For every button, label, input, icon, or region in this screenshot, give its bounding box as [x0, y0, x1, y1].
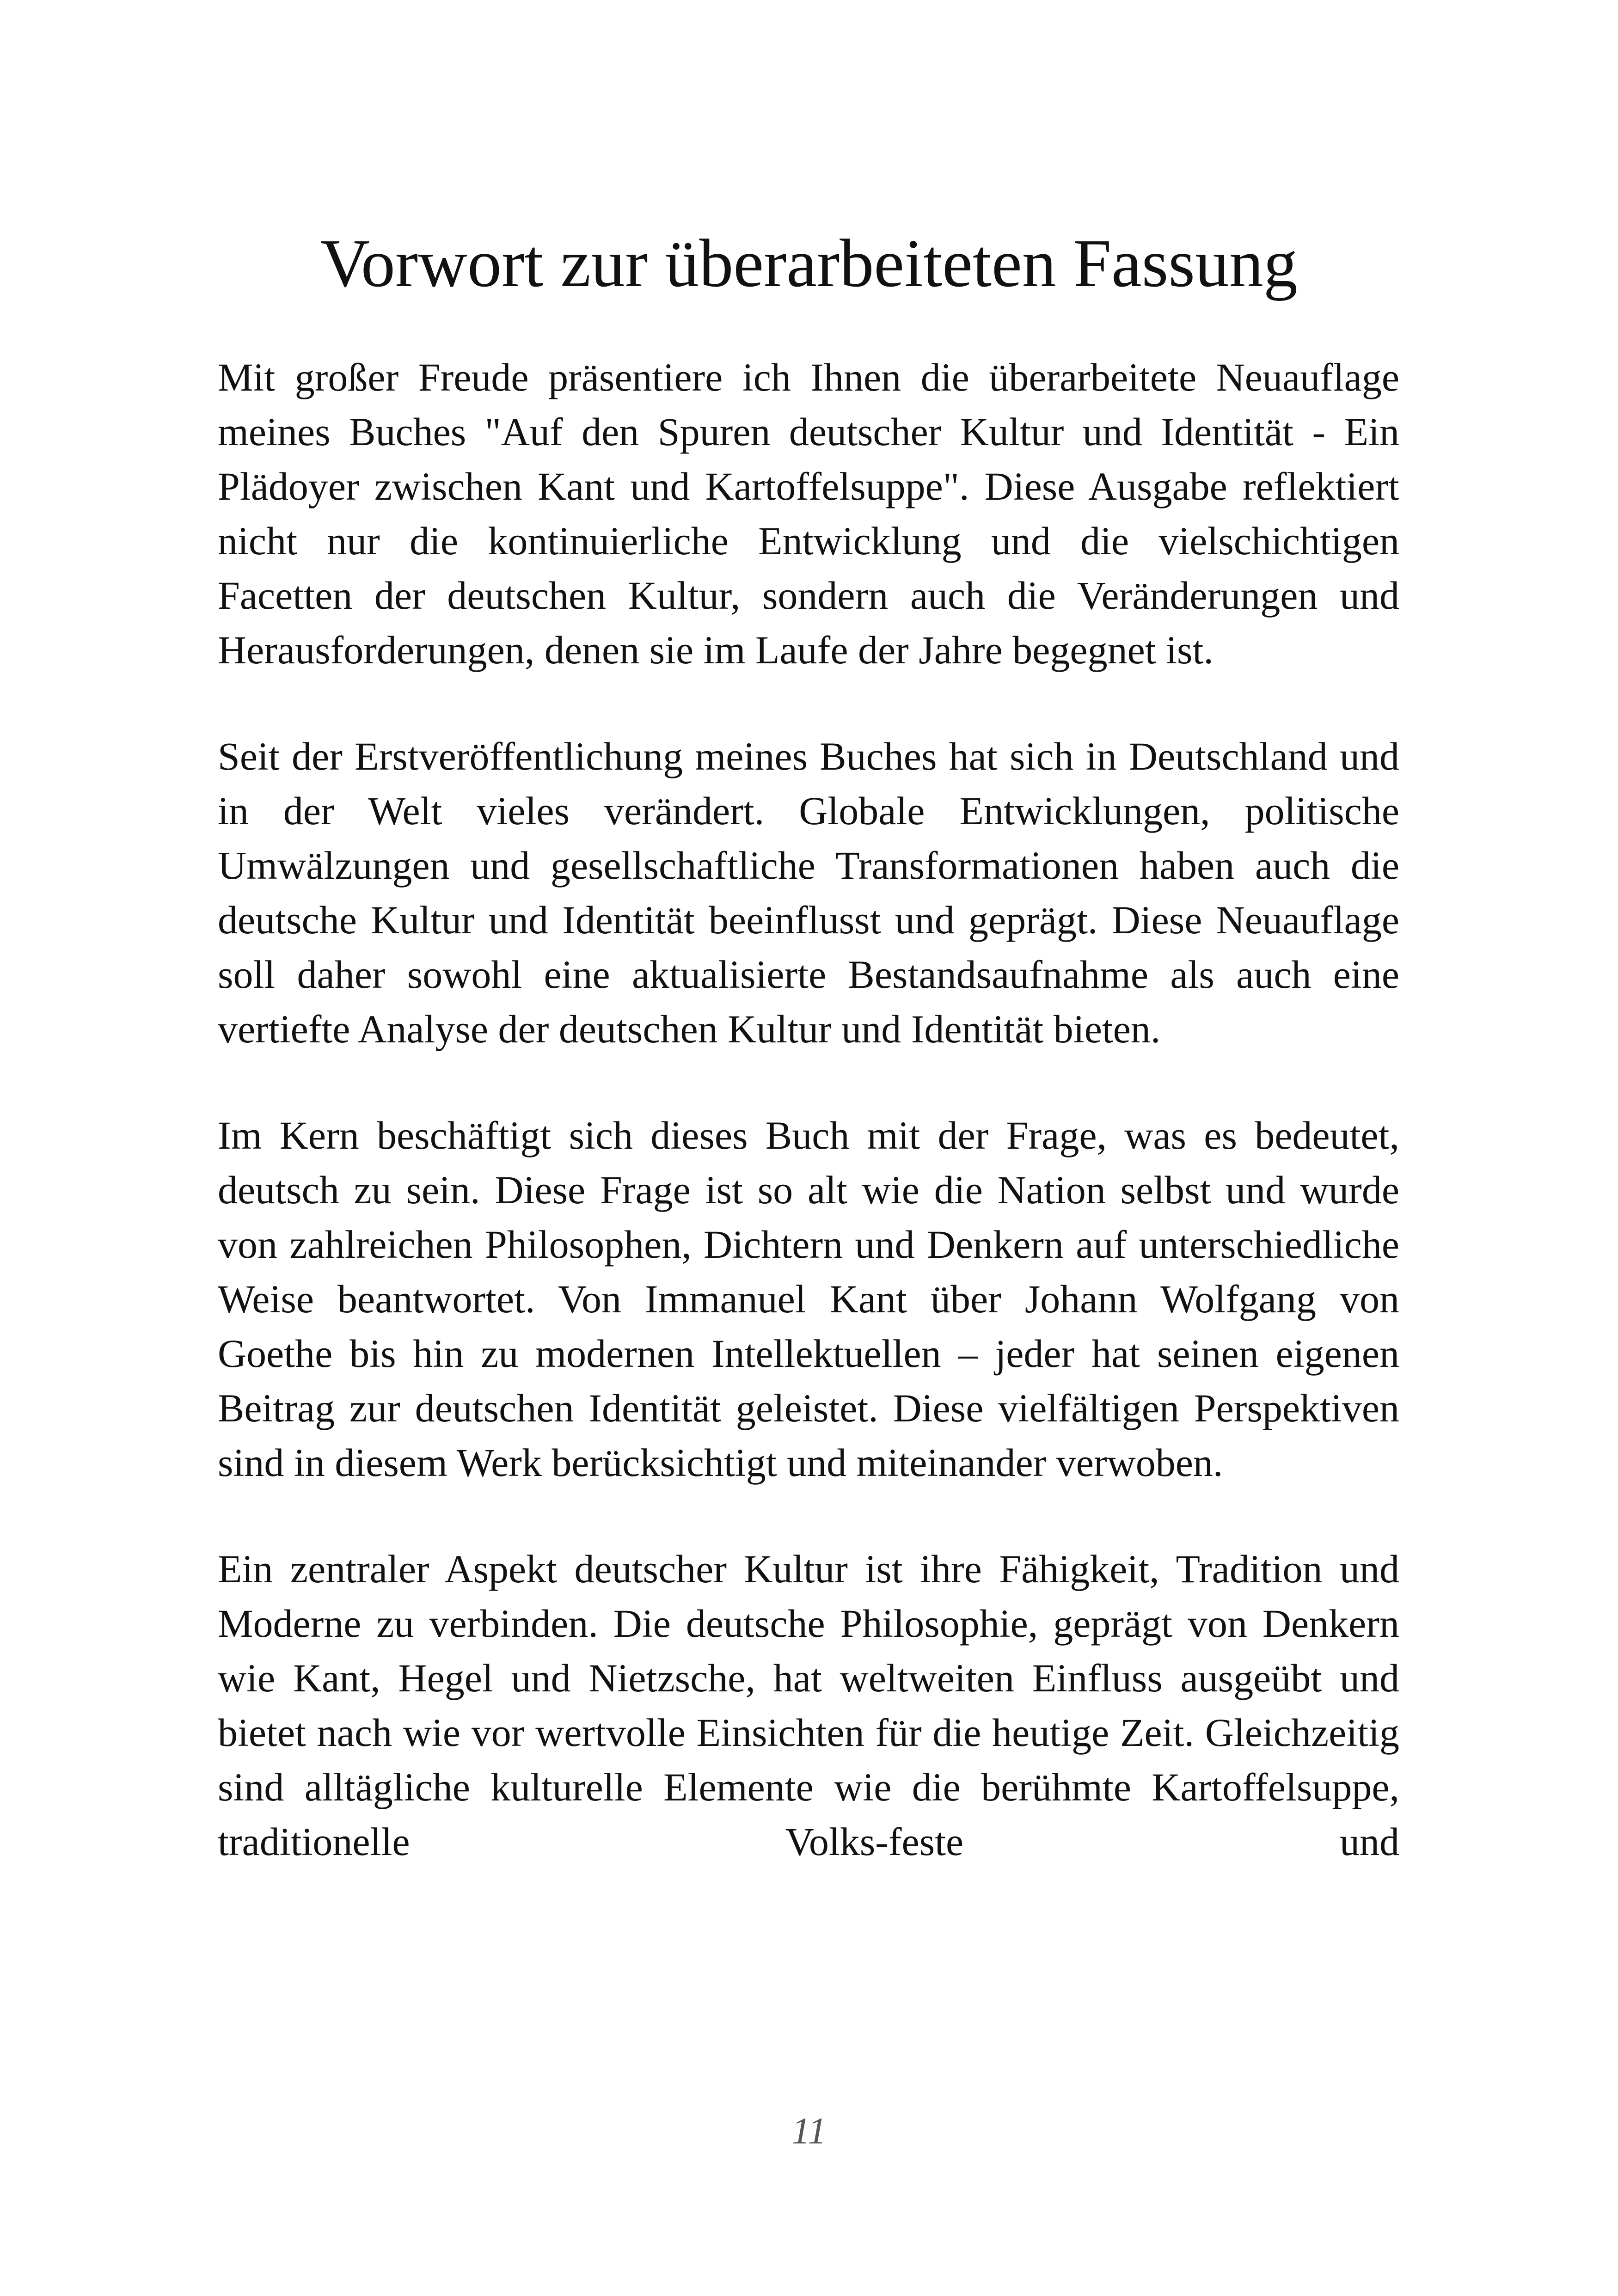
- paragraph-2: Seit der Erstveröffentlichung meines Buches hat sich in Deutschland und in der Welt vieles verändert. Globale Entwicklungen, politische Umwälzungen und gesellschaftliche Transformationen haben auch die deutsche Kultur und Identität beeinflusst und geprägt. Diese Neuauflage soll daher sowohl eine aktualisierte Bestandsaufnahme als auch eine vertiefte Analyse der deutschen Kultur und Identität bieten.: [218, 734, 1399, 1051]
- page-number: 11: [791, 2110, 827, 2152]
- chapter-title: Vorwort zur überarbeiteten Fassung: [320, 226, 1298, 301]
- paragraph-1: Mit großer Freude präsentiere ich Ihnen die überarbeitete Neuauflage meines Buches "Auf den Spuren deutscher Kultur und Identität - Ein Plädoyer zwischen Kant und Kartoffelsuppe". Diese Ausgabe reflektiert nicht nur die kontinuierliche Entwicklung und die vielschichtigen Facetten der deutschen Kultur, sondern auch die Veränderungen und Herausforderungen, denen sie im Laufe der Jahre begegnet ist.: [218, 355, 1399, 672]
- paragraph-4: Ein zentraler Aspekt deutscher Kultur ist ihre Fähigkeit, Tradition und Moderne zu verbinden. Die deutsche Philosophie, geprägt von Denkern wie Kant, Hegel und Nietzsche, hat weltweiten Einfluss ausgeübt und bietet nach wie vor wertvolle Einsichten für die heutige Zeit. Gleichzeitig sind alltägliche kulturelle Elemente wie die berühmte Kartoffelsuppe, traditionelle Volks-feste und: [218, 1547, 1399, 1864]
- body-text: [218, 350, 1399, 1921]
- paragraph-3: Im Kern beschäftigt sich dieses Buch mit der Frage, was es bedeutet, deutsch zu sein. Diese Frage ist so alt wie die Nation selbst und wurde von zahlreichen Philosophen, Dichtern und Denkern auf unterschiedliche Weise beantwortet. Von Immanuel Kant über Johann Wolfgang von Goethe bis hin zu modernen Intellektuellen – jeder hat seinen eigenen Beitrag zur deutschen Identität geleistet. Diese vielfältigen Perspektiven sind in diesem Werk berücksichtigt und miteinander verwoben.: [218, 1113, 1399, 1485]
